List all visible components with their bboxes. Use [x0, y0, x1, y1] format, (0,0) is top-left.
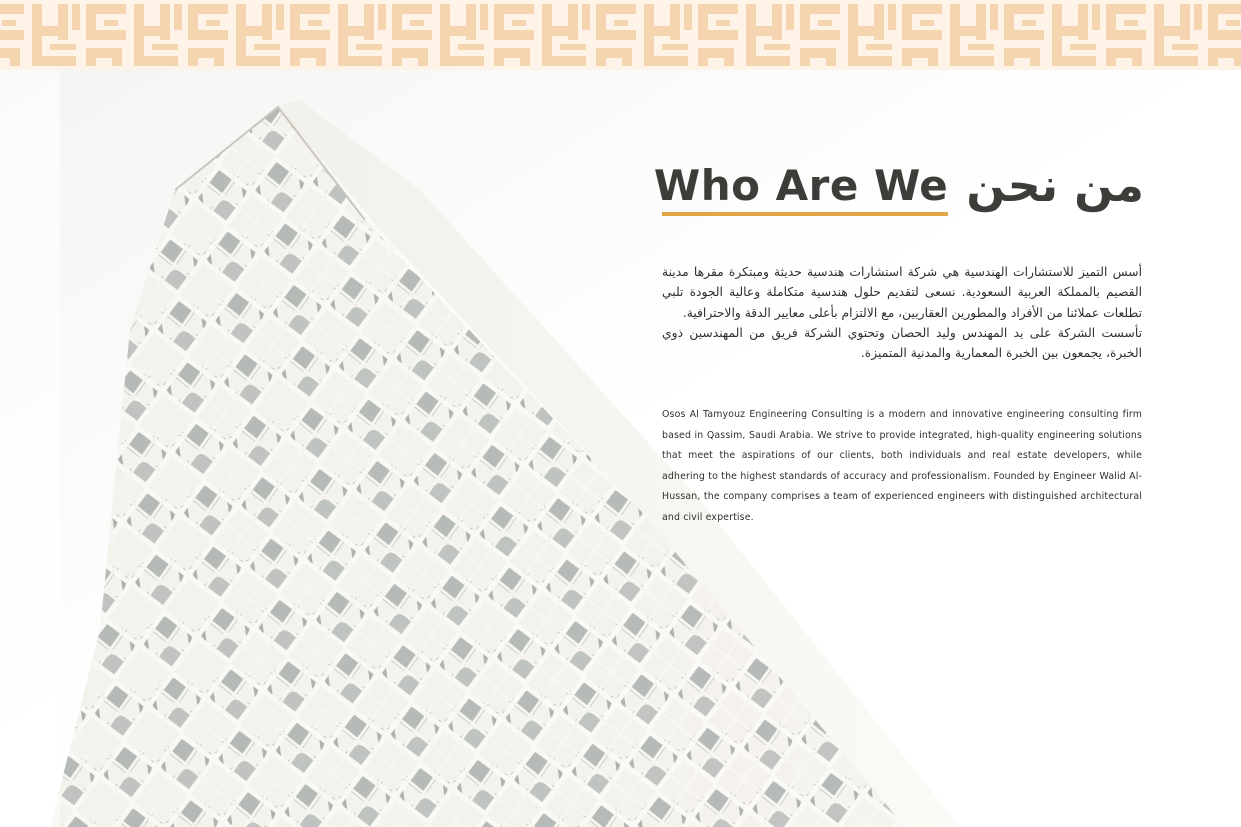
arabic-description: [662, 262, 1142, 363]
pattern-tile: [596, 4, 692, 66]
pattern-tile: [1208, 4, 1241, 66]
heading-arabic: من نحن: [966, 158, 1144, 212]
arabic-paragraph: أسس التميز للاستشارات الهندسية هي شركة استشارات هندسية حديثة ومبتكرة مقرها مدينة القصيم بالمملكة العربية السعودية. نسعى لتقديم حلول هندسية متكاملة وعالية الجودة تلبي تطلعات عملائنا من الأفراد والمطورين العقاريين، مع الالتزام بأعلى معايير الدقة والاحترافية.: [662, 265, 1142, 320]
pattern-tile: [1106, 4, 1202, 66]
pattern-tile: [290, 4, 386, 66]
kufic-pattern-graphic: [0, 0, 1241, 70]
pattern-tile: [800, 4, 896, 66]
heading-english: Who Are We: [653, 160, 949, 210]
heading-underline: [662, 212, 948, 216]
decorative-pattern-band: [0, 0, 1241, 70]
pattern-tile: [188, 4, 284, 66]
pattern-tile: [392, 4, 488, 66]
pattern-tile: [902, 4, 998, 66]
pattern-tile: [1004, 4, 1100, 66]
arabic-paragraph: تأسست الشركة على يد المهندس وليد الحصان وتحتوي الشركة فريق من المهندسين ذوي الخبرة، يجمعون بين الخبرة المعمارية والمدنية المتميزة.: [662, 325, 1142, 361]
pattern-tile: [494, 4, 590, 66]
pattern-tile: [86, 4, 182, 66]
english-description: Osos Al Tamyouz Engineering Consulting is a modern and innovative engineering consulting firm based in Qassim, Saudi Arabia. We strive to provide integrated, high-quality engineering solutions that meet the aspirations of our clients, both individuals and real estate developers, while adhering to the highest standards of accuracy and professionalism. Founded by Engineer Walid Al-Hussan, the company comprises a team of experienced engineers with distinguished architectural and civil expertise.: [662, 409, 1142, 523]
pattern-tile: [698, 4, 794, 66]
pattern-tile: [0, 4, 80, 66]
